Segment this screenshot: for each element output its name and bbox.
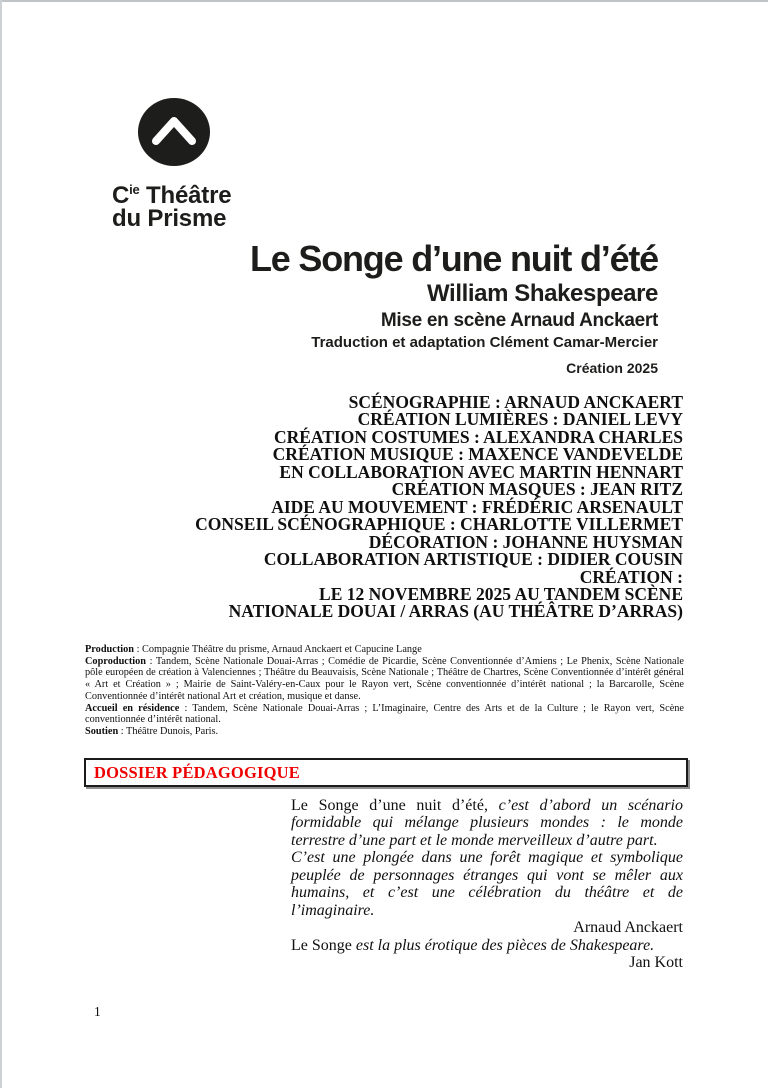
credit-line: SCÉNOGRAPHIE : ARNAUD ANCKAERT — [348, 392, 683, 412]
play-title: Le Songe d’une nuit d’été — [249, 238, 658, 279]
staging-credit: Mise en scène Arnaud Anckaert — [380, 310, 658, 331]
adaptation-credit: Traduction et adaptation Clément Camar-Mercier — [311, 334, 658, 351]
dossier-heading: DOSSIER PÉDAGOGIQUE — [94, 762, 300, 782]
logo-wordmark: $C^{ie}$ Théâtre du Prisme — [112, 182, 232, 232]
quote-anckaert-part2: C’est une plongée dans une forêt magique et symbolique peuplée de personnages étranges qui vont se mêler aux humains, et c’est une célébration du théâtre et de l’imaginaire. — [291, 849, 683, 919]
logo-superscript: ie — [129, 182, 140, 197]
author-name: William Shakespeare — [427, 280, 658, 307]
dossier-heading-box — [84, 758, 688, 787]
quote-attribution-kott: Jan Kott — [629, 954, 683, 972]
quote-anckaert-part1: Le Songe d’une nuit d’été, c’est d’abord un scénario formidable qui mélange plusieurs mondes : le monde terrestre d’une part et le monde merveilleux d’autre part. — [291, 797, 683, 849]
credit-line: DÉCORATION : JOHANNE HUYSMAN — [368, 531, 683, 552]
chevron-up-icon — [151, 119, 197, 146]
credit-line: NATIONALE DOUAI / ARRAS (AU THÉÂTRE D’ARRAS) — [228, 601, 683, 622]
credit-line: LE 12 NOVEMBRE 2025 AU TANDEM SCÈNE — [319, 583, 683, 604]
quotes-block — [291, 797, 683, 972]
production-credits — [85, 644, 684, 738]
quote-attribution-anckaert: Arnaud Anckaert — [573, 919, 683, 937]
production-line: Production : Compagnie Théâtre du prisme, Arnaud Anckaert et Capucine Lange — [85, 644, 422, 655]
credit-line: AIDE AU MOUVEMENT : FRÉDÉRIC ARSENAULT — [271, 496, 683, 517]
credits-list — [195, 394, 683, 621]
page-left-edge — [0, 0, 2, 1088]
quote-kott: Le Songe est la plus érotique des pièces de Shakespeare. — [291, 936, 655, 954]
credit-line: COLLABORATION ARTISTIQUE : DIDIER COUSIN — [263, 549, 683, 570]
page-top-edge — [0, 0, 768, 2]
page-number: 1 — [94, 1004, 101, 1019]
credit-line: CRÉATION : — [579, 566, 683, 587]
residence-line: Accueil en résidence : Tandem, Scène Nationale Douai-Arras ; L’Imaginaire, Centre des Arts et de la Culture ; le Rayon vert, Scène conventionnée d’intérêt national. — [85, 702, 684, 726]
credit-line: CRÉATION LUMIÈRES : DANIEL LEVY — [357, 409, 683, 430]
soutien-line: Soutien : Théâtre Dunois, Paris. — [85, 725, 219, 737]
logo-circle — [138, 98, 210, 166]
creation-year: Création 2025 — [566, 360, 658, 376]
credit-line: CONSEIL SCÉNOGRAPHIQUE : CHARLOTTE VILLERMET — [195, 514, 683, 535]
credit-line: EN COLLABORATION AVEC MARTIN HENNART — [279, 461, 683, 482]
credit-line: CRÉATION MUSIQUE : MAXENCE VANDEVELDE — [272, 444, 683, 465]
credit-line: CRÉATION MASQUES : JEAN RITZ — [391, 479, 683, 500]
credit-line: CRÉATION COSTUMES : ALEXANDRA CHARLES — [273, 426, 683, 447]
coproduction-line: Coproduction : Tandem, Scène Nationale Douai-Arras ; Comédie de Picardie, Scène Conventionnée d’Amiens ; Le Phenix, Scène Nationale pôle européen de création à Valenciennes ; Théâtre du Beauvaisis, Scène Nationale ; Théâtre de Chartres, Scène Conventionnée d’intérêt général « Art et Création » ; Mairie de Saint-Valéry-en-Caux pour le Rayon vert, Scène conventionnée d’intérêt national ; la Barcarolle, Scène Conventionnée d’intérêt national Art et création, musique et danse. — [85, 655, 684, 702]
title-block — [250, 239, 658, 377]
company-logo — [112, 98, 231, 230]
